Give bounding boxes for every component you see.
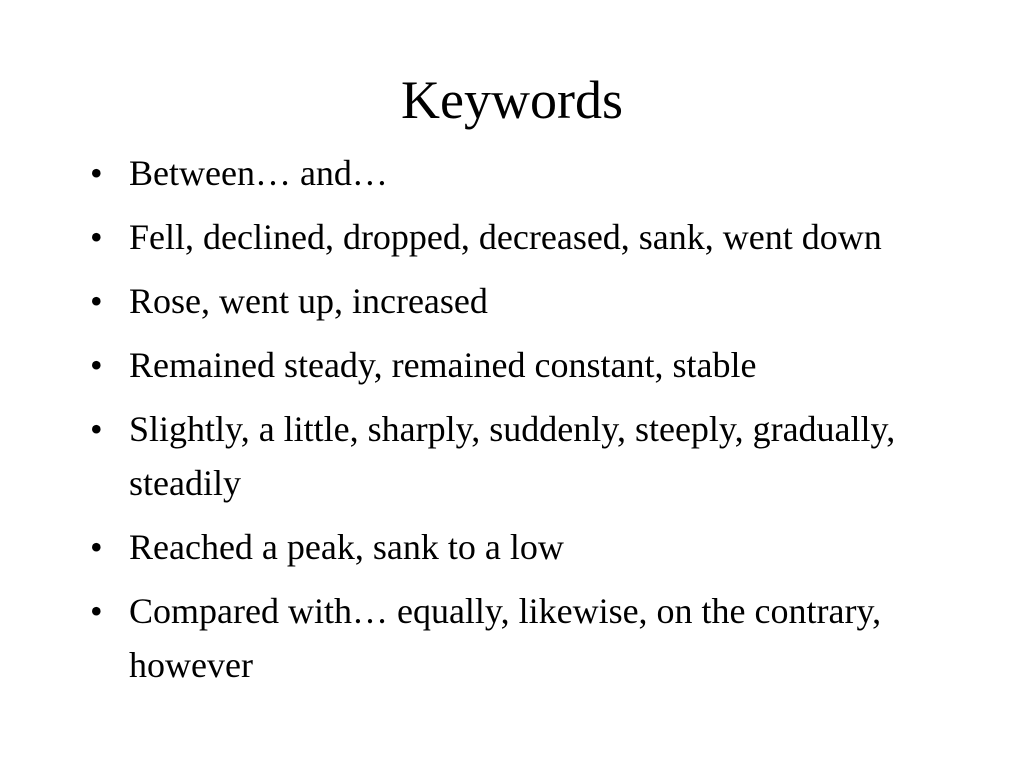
bullet-text: Reached a peak, sank to a low	[129, 527, 564, 567]
bullet-icon: •	[90, 153, 103, 193]
bullet-text: Compared with… equally, likewise, on the contrary, however	[129, 591, 882, 685]
bullet-icon: •	[90, 345, 103, 385]
bullet-icon: •	[90, 527, 103, 567]
bullet-icon: •	[90, 281, 103, 321]
bullet-text: Fell, declined, dropped, decreased, sank, went down	[129, 217, 882, 257]
bullet-icon: •	[90, 409, 103, 449]
bullet-item	[0, 520, 1024, 574]
bullet-text: Between… and…	[129, 153, 388, 193]
slide-title: Keywords	[401, 70, 623, 130]
bullet-item	[0, 402, 1024, 510]
bullet-item	[0, 146, 1024, 200]
bullet-item	[0, 274, 1024, 328]
bullet-text: Slightly, a little, sharply, suddenly, steeply, gradually, steadily	[129, 409, 896, 503]
bullet-item	[0, 338, 1024, 392]
bullet-item	[0, 584, 1024, 692]
bullet-icon: •	[90, 591, 103, 631]
bullet-text: Rose, went up, increased	[129, 281, 488, 321]
bullet-icon: •	[90, 217, 103, 257]
bullet-item	[0, 210, 1024, 264]
bullet-text: Remained steady, remained constant, stable	[129, 345, 757, 385]
bullet-list	[0, 146, 1024, 702]
